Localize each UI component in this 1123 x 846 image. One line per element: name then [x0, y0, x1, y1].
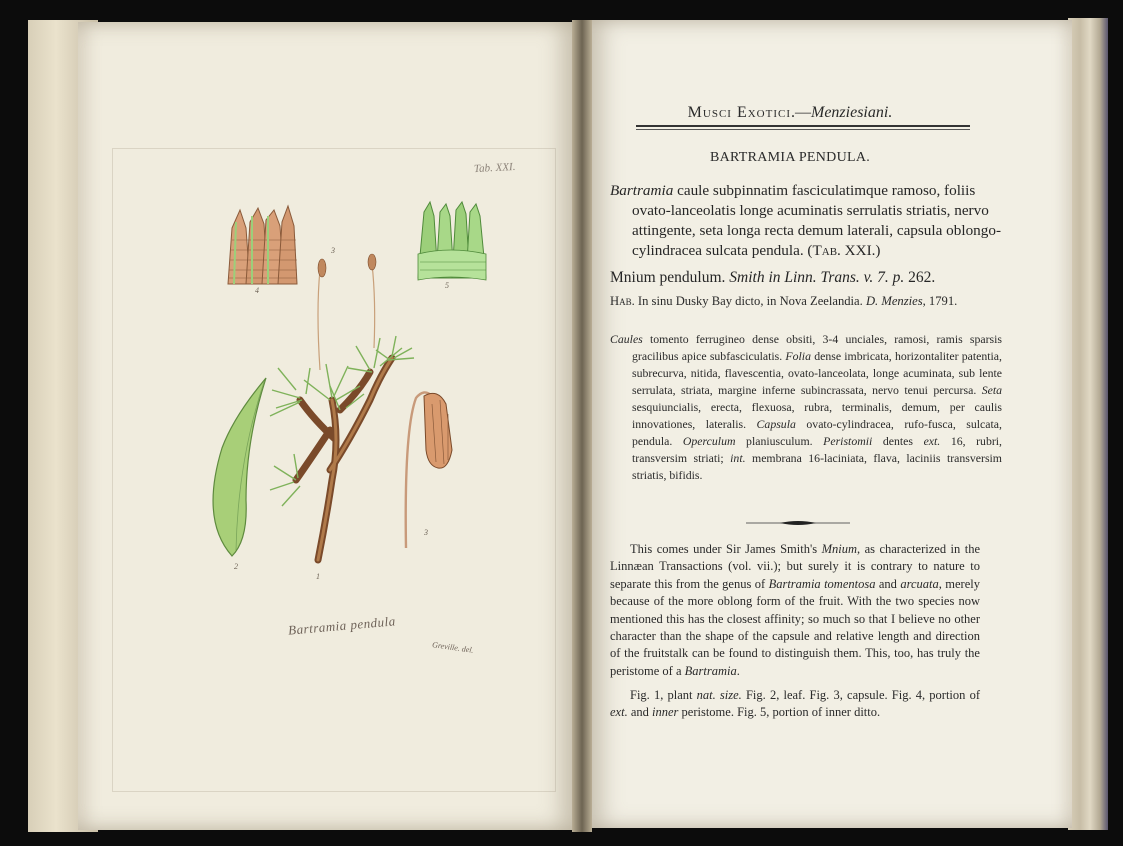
- peristome-teeth-outer-figure: [228, 206, 297, 284]
- figure-number-2: 2: [234, 562, 238, 571]
- plate-number-label: Tab. XXI.: [473, 160, 516, 176]
- running-header: Musci Exotici.—Menziesiani.: [687, 104, 893, 121]
- figure-number-3-top: 3: [331, 246, 335, 255]
- english-commentary: This comes under Sir James Smith's Mnium, as characterized in the Linnæan Transactions (vol. vii.); but surely it is contrary to nature to separate this from the genus of Bartramia tomentosa and arcuata, merely because of the more oblong form of the fruit. With the two species now mentioned this has the closest affinity; so much so that I believe no other character than the shape of the capsule and relative length and direction of the fruitstalk can be found to distinguish them. This, too, has truly the peristome of a Bartramia.: [610, 542, 980, 678]
- figure-number-4: 4: [255, 286, 259, 295]
- figure-number-1: 1: [316, 572, 320, 581]
- running-header-main: Musci Exotici: [687, 104, 791, 121]
- figure-number-5: 5: [445, 281, 449, 290]
- species-title: BARTRAMIA PENDULA.: [709, 150, 871, 165]
- leaf-figure: [213, 378, 266, 556]
- plate-artist-credit: Greville. del.: [431, 640, 475, 655]
- habitat-paragraph: Hab. In sinu Dusky Bay dicto, in Nova Zeelandia. D. Menzies, 1791.: [610, 294, 958, 308]
- section-divider-ornament: [746, 519, 850, 527]
- figure-legend: Fig. 1, plant nat. size. Fig. 2, leaf. Fig. 3, capsule. Fig. 4, portion of ext. and inner peristome. Fig. 5, portion of inner ditto.: [610, 688, 980, 720]
- synonym-reference: Mnium pendulum. Smith in Linn. Trans. v. 7. p. 262.: [610, 269, 936, 286]
- figure-number-3: 3: [424, 528, 428, 537]
- plate-species-caption: Bartramia pendula: [287, 613, 397, 638]
- moss-plant-figure: [270, 254, 414, 560]
- header-rule-thin: [636, 129, 970, 130]
- peristome-inner-figure: [418, 202, 486, 280]
- species-diagnosis: Bartramia caule subpinnatim fasciculatimque ramoso, foliis ovato-lanceolatis longe acuminatis serrulatis striatis, nervo attingente, seta longa recta demum laterali, capsula oblongo-cylindracea sulcata pendula. (Tab. XXI.): [610, 182, 1002, 259]
- running-header-sub: Menziesiani.: [811, 104, 893, 121]
- header-rule: [636, 125, 970, 127]
- latin-description: Caules tomento ferrugineo dense obsiti, 3-4 unciales, ramosi, ramis sparsis gracilibus apice subfasciculatis. Folia dense imbricata, horizontaliter patentia, subrecurva, nitida, flavescentia, ovato-lanceolata, longe acuminata, sub lente serrulata, striata, margine inferne subincrassata, nervo tenui percursa. Seta sesquiuncialis, erecta, flexuosa, rubra, terminalis, demum, per caulis innovationes, lateralis. Capsula ovato-cylindracea, rufo-fusca, sulcata, pendula. Operculum planiusculum. Peristomii dentes ext. 16, rubri, transversim striati; int. membrana 16-laciniata, flava, laciniis transversim striatis, bifidis.: [610, 332, 1003, 482]
- capsule-figure: [406, 392, 452, 548]
